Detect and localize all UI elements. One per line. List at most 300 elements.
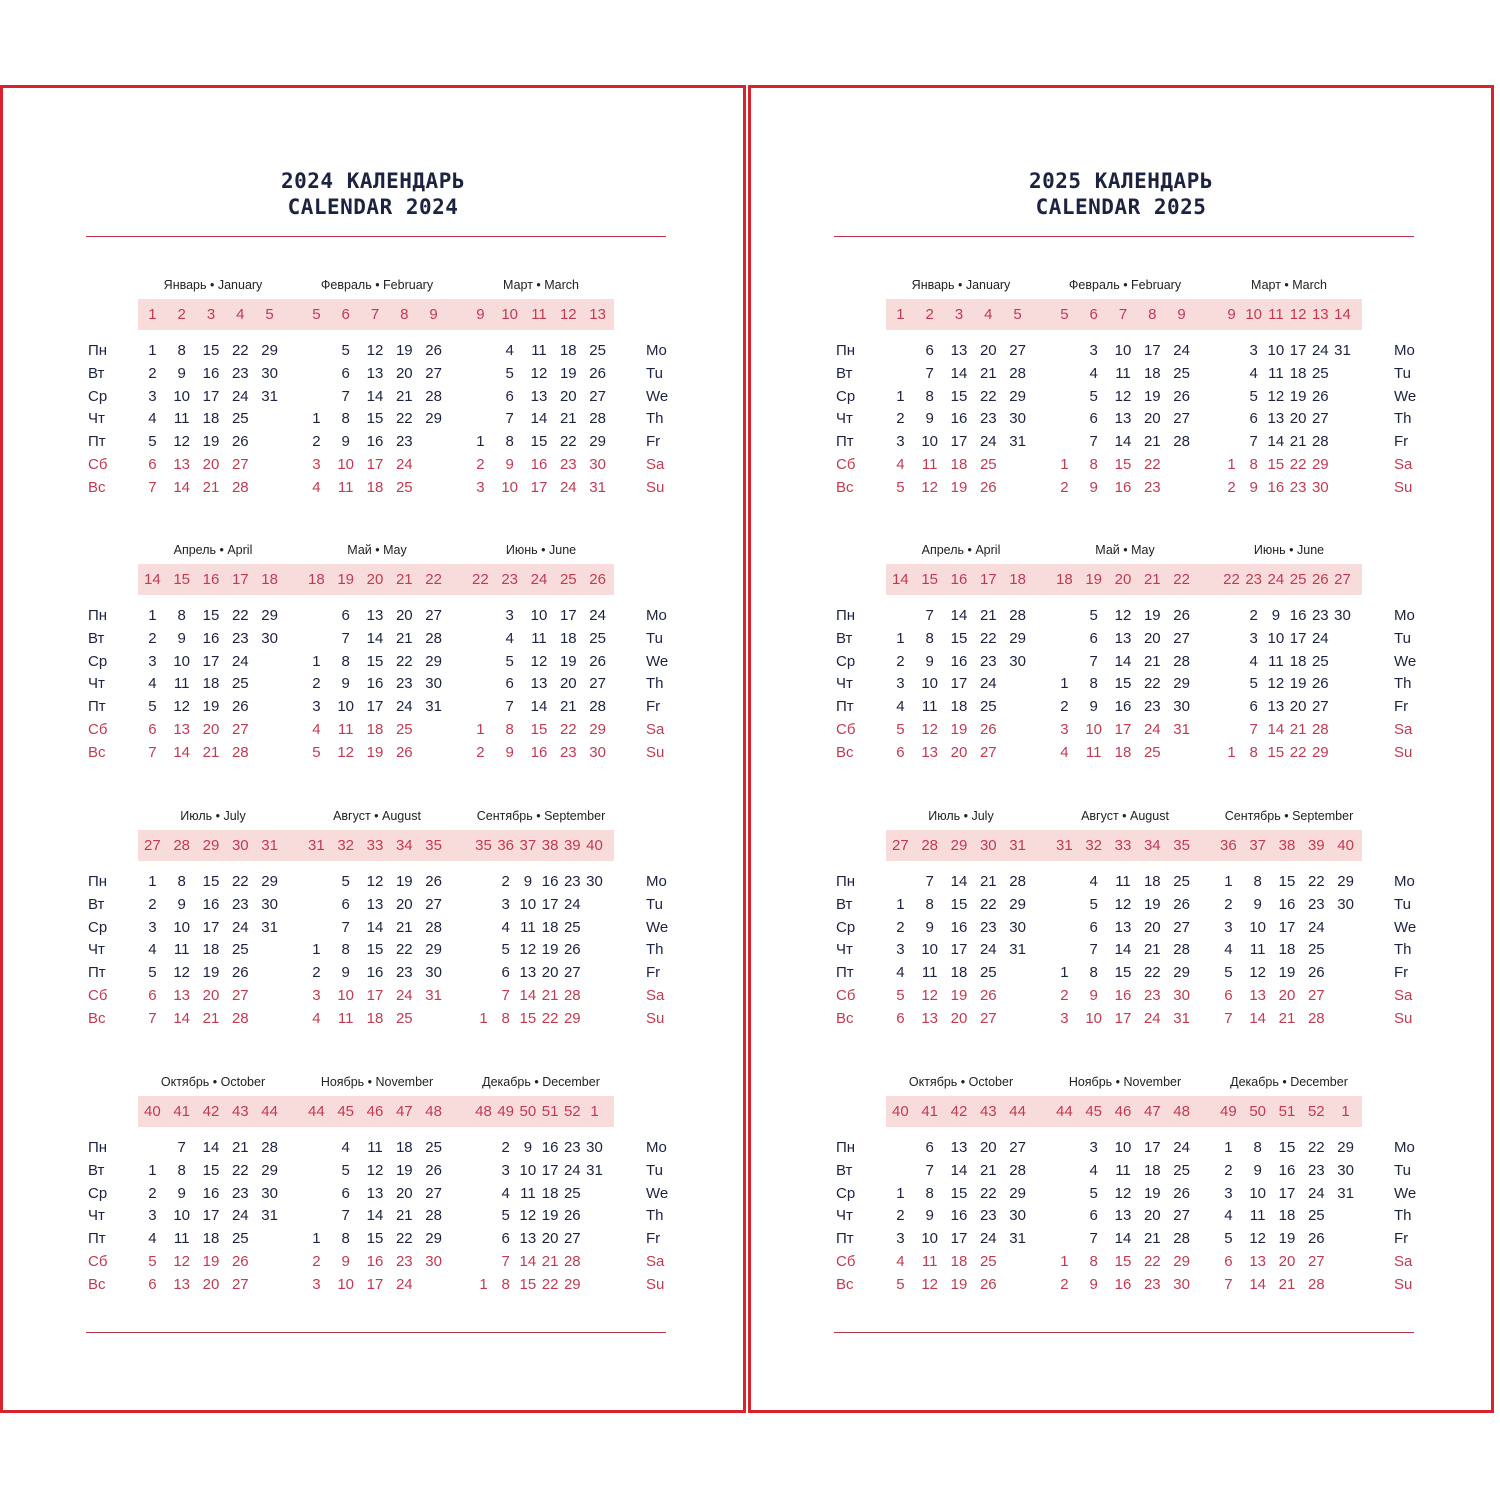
day-number: 22 [395,941,413,959]
day-number: 17 [366,456,384,473]
weekday-label-ru: Вс [88,1009,106,1027]
day-number: 9 [177,629,186,647]
week-number: 14 [892,571,909,588]
quarter-block [3,543,743,783]
day-number: 26 [231,698,249,716]
weekday-label-ru: Пт [836,1230,854,1248]
week-number: 24 [1267,571,1285,588]
day-number: 20 [1278,987,1296,1004]
day-number: 27 [563,1230,581,1248]
day-number: 11 [337,721,354,738]
day-number: 5 [341,1161,350,1179]
day-number: 19 [366,743,384,761]
day-number: 22 [231,607,249,624]
day-number: 8 [341,1230,350,1248]
weekday-label-en: Su [1394,1009,1413,1027]
week-number: 47 [1143,1103,1161,1120]
day-number: 5 [148,698,157,716]
day-number: 26 [563,941,581,959]
weekday-label-en: Tu [646,629,663,647]
day-number: 6 [505,675,514,693]
month-name: Сентябрь • September [476,809,606,823]
day-number: 4 [148,410,157,428]
day-number: 24 [395,698,413,716]
day-number: 16 [541,873,559,890]
week-number: 3 [954,306,964,323]
day-number: 15 [1114,964,1132,982]
day-number: 26 [425,342,442,359]
week-number: 22 [1223,571,1240,588]
day-number: 18 [1278,941,1296,959]
weekday-label-ru: Чт [88,941,105,959]
weekday-label-ru: Вт [88,629,105,647]
day-number: 28 [1173,1230,1190,1248]
weekday-label-en: Fr [1394,433,1409,451]
day-number: 28 [1311,433,1329,451]
weekday-label-en: Su [1394,1275,1413,1293]
week-number: 5 [265,306,274,323]
quarter-block [751,809,1491,1049]
day-number: 13 [950,1139,968,1156]
day-number: 19 [950,478,968,496]
day-number: 24 [1311,342,1329,359]
day-number: 3 [896,675,905,693]
day-number: 15 [366,941,384,959]
day-number: 21 [1278,1009,1296,1027]
weekday-label-ru: Вс [88,743,106,761]
day-number: 13 [173,721,191,738]
day-number: 13 [366,364,384,382]
day-number: 9 [925,652,934,670]
day-number: 19 [1289,387,1307,405]
day-number: 24 [589,607,606,624]
day-number: 7 [1089,1230,1098,1248]
week-number: 40 [586,837,603,854]
day-number: 25 [1311,364,1329,382]
month-name: Март • March [503,278,579,292]
day-number: 6 [1224,987,1233,1004]
day-number: 29 [1173,1253,1190,1270]
day-number: 11 [337,1009,354,1027]
weekday-label-ru: Сб [836,721,856,738]
week-number: 11 [531,306,547,323]
day-number: 25 [979,456,997,473]
week-number: 36 [1220,837,1237,854]
day-number: 11 [921,1253,938,1270]
weekday-label-en: Th [1394,941,1412,959]
day-number: 30 [425,675,442,693]
day-number: 7 [1224,1275,1233,1293]
day-number: 13 [530,675,548,693]
weekday-label-ru: Сб [88,456,108,473]
day-number: 10 [921,675,939,693]
week-number: 22 [1173,571,1190,588]
day-number: 26 [1173,387,1190,405]
day-number: 2 [312,433,321,451]
month-name: Февраль • February [320,278,434,292]
day-number: 17 [1289,342,1307,359]
weekday-label-ru: Вт [88,1161,105,1179]
week-number: 1 [590,1103,599,1120]
week-number: 19 [337,571,355,588]
day-number: 14 [950,1161,968,1179]
day-number: 22 [395,652,413,670]
day-number: 18 [950,456,968,473]
day-number: 5 [312,743,321,761]
week-number: 19 [1085,571,1103,588]
day-number: 14 [519,1253,537,1270]
day-number: 29 [1337,1139,1354,1156]
day-number: 29 [1009,1184,1026,1202]
day-number: 12 [530,364,548,382]
day-number: 23 [979,918,997,936]
day-number: 28 [231,1009,249,1027]
day-number: 25 [979,1253,997,1270]
day-number: 15 [366,1230,384,1248]
day-number: 28 [1307,1009,1325,1027]
day-number: 11 [531,342,547,359]
day-number: 17 [1114,721,1132,738]
day-number: 2 [476,456,485,473]
weekday-label-en: Mo [1394,342,1415,359]
day-number: 26 [979,987,997,1004]
day-number: 16 [1114,1275,1132,1293]
weekday-label-en: Mo [646,1139,667,1156]
day-number: 25 [1173,1161,1190,1179]
day-number: 12 [921,478,939,496]
week-number: 34 [1143,837,1161,854]
day-number: 11 [173,410,190,428]
day-number: 9 [925,1207,934,1225]
day-number: 10 [1267,342,1285,359]
day-number: 19 [950,987,968,1004]
day-number: 3 [312,456,321,473]
week-number: 25 [559,571,577,588]
week-number: 2 [925,306,934,323]
day-number: 28 [589,410,606,428]
day-number: 24 [231,652,249,670]
day-number: 8 [1089,675,1098,693]
day-number: 19 [541,1207,559,1225]
day-number: 8 [177,1161,186,1179]
week-number: 18 [308,571,325,588]
day-number: 18 [202,410,220,428]
day-number: 20 [202,721,220,738]
day-number: 9 [1271,607,1281,624]
week-number: 51 [1278,1103,1296,1120]
day-number: 5 [501,1207,510,1225]
day-number: 22 [541,1275,559,1293]
quarter-block [751,543,1491,783]
day-number: 30 [261,1184,278,1202]
day-number: 15 [202,607,220,624]
day-number: 16 [950,410,968,428]
week-number: 28 [173,837,191,854]
day-number: 7 [1249,433,1258,451]
day-number: 27 [425,1184,442,1202]
day-number: 17 [541,895,559,913]
week-number: 5 [1013,306,1022,323]
day-number: 25 [589,629,606,647]
day-number: 27 [979,1009,997,1027]
week-number: 18 [261,571,278,588]
day-number: 21 [979,364,997,382]
day-number: 3 [476,478,485,496]
day-number: 26 [589,652,606,670]
weekday-label-ru: Пт [88,698,106,716]
day-number: 11 [173,675,190,693]
day-number: 26 [231,964,249,982]
day-number: 27 [425,607,442,624]
day-number: 10 [921,1230,939,1248]
day-number: 23 [395,433,413,451]
day-number: 4 [1224,941,1233,959]
weekday-label-en: Tu [646,1161,663,1179]
day-number: 17 [202,918,220,936]
day-number: 24 [1173,342,1190,359]
day-number: 12 [530,652,548,670]
day-number: 7 [505,410,514,428]
day-number: 1 [312,652,321,670]
day-number: 1 [1224,1139,1233,1156]
day-number: 9 [505,456,514,473]
day-number: 30 [586,873,603,890]
week-number: 39 [1307,837,1325,854]
week-number: 42 [950,1103,968,1120]
day-number: 29 [563,1275,581,1293]
day-number: 23 [563,1139,581,1156]
day-number: 28 [1009,607,1026,624]
day-number: 8 [1253,873,1262,890]
week-number: 12 [559,306,577,323]
day-number: 22 [1143,1253,1161,1270]
day-number: 23 [1289,478,1307,496]
day-number: 9 [1089,478,1098,496]
week-number: 2 [177,306,186,323]
day-number: 5 [341,873,350,890]
day-number: 30 [261,629,278,647]
day-number: 7 [1089,941,1098,959]
day-number: 9 [1249,478,1258,496]
day-number: 17 [202,387,220,405]
day-number: 8 [1249,743,1258,761]
day-number: 21 [541,987,559,1004]
day-number: 3 [896,433,905,451]
day-number: 23 [395,675,413,693]
day-number: 22 [559,721,577,738]
weekday-label-en: Mo [646,607,667,624]
day-number: 7 [1089,652,1098,670]
day-number: 4 [148,941,157,959]
day-number: 7 [341,629,350,647]
day-number: 1 [312,1230,321,1248]
day-number: 5 [1249,387,1258,405]
day-number: 22 [395,1230,413,1248]
week-number: 42 [202,1103,220,1120]
day-number: 15 [366,652,384,670]
day-number: 23 [395,1253,413,1270]
week-number: 15 [921,571,939,588]
week-number: 17 [231,571,249,588]
day-number: 20 [979,1139,997,1156]
week-number: 6 [341,306,350,323]
day-number: 3 [501,1161,510,1179]
day-number: 22 [1143,456,1161,473]
week-number: 35 [425,837,442,854]
week-number: 8 [400,306,409,323]
week-number: 12 [1289,306,1307,323]
day-number: 9 [523,873,533,890]
month-name: Декабрь • December [482,1075,600,1089]
day-number: 31 [1009,1230,1026,1248]
day-number: 23 [231,629,249,647]
weekday-label-ru: Вс [88,478,106,496]
weekday-label-en: Fr [646,1230,661,1248]
day-number: 13 [173,987,191,1004]
day-number: 9 [177,895,186,913]
weekday-label-en: Su [646,743,665,761]
weekday-label-en: Th [646,410,664,428]
day-number: 16 [950,652,968,670]
day-number: 29 [1009,387,1026,405]
day-number: 15 [530,721,548,738]
day-number: 7 [505,698,514,716]
day-number: 2 [1060,987,1069,1004]
day-number: 31 [1009,433,1026,451]
day-number: 8 [177,342,186,359]
day-number: 12 [1249,964,1267,982]
day-number: 14 [366,1207,384,1225]
day-number: 28 [1311,721,1329,738]
day-number: 3 [1060,1009,1069,1027]
day-number: 1 [1060,964,1069,982]
day-number: 5 [148,964,157,982]
week-number: 29 [950,837,968,854]
quarter-block [3,1075,743,1315]
weekday-label-en: Th [646,675,664,693]
day-number: 25 [395,478,413,496]
day-number: 4 [148,1230,157,1248]
day-number: 2 [148,629,157,647]
day-number: 14 [1114,941,1132,959]
week-number: 47 [395,1103,413,1120]
day-number: 17 [1143,1139,1161,1156]
day-number: 16 [202,629,220,647]
day-number: 10 [337,456,355,473]
day-number: 20 [541,964,559,982]
day-number: 21 [979,607,997,624]
day-number: 15 [366,410,384,428]
day-number: 19 [395,342,413,359]
day-number: 20 [1143,1207,1161,1225]
weekday-label-en: Sa [1394,456,1413,473]
day-number: 4 [1060,743,1069,761]
weekday-label-ru: Чт [836,941,853,959]
day-number: 10 [1085,1009,1103,1027]
day-number: 20 [395,364,413,382]
day-number: 5 [896,1275,905,1293]
day-number: 20 [1143,918,1161,936]
weekday-label-en: Sa [646,721,665,738]
day-number: 13 [366,607,384,624]
day-number: 20 [541,1230,559,1248]
day-number: 9 [925,410,934,428]
day-number: 26 [231,1253,249,1270]
weekday-label-en: Tu [1394,364,1411,382]
week-number: 44 [1056,1103,1073,1120]
day-number: 2 [148,364,157,382]
calendar-page-2025 [748,85,1494,1413]
week-number: 14 [144,571,161,588]
weekday-label-ru: Чт [836,675,853,693]
week-number: 9 [1227,306,1236,323]
day-number: 21 [1143,433,1161,451]
day-number: 5 [148,433,157,451]
day-number: 16 [366,964,384,982]
day-number: 7 [1224,1009,1233,1027]
weekday-label-en: We [646,652,669,670]
day-number: 25 [231,410,249,428]
day-number: 24 [1307,1184,1325,1202]
day-number: 31 [1334,342,1351,359]
month-name: Август • August [1081,809,1169,823]
day-number: 26 [1307,1230,1325,1248]
week-number: 5 [1060,306,1069,323]
day-number: 1 [896,895,905,913]
day-number: 27 [425,364,442,382]
day-number: 20 [1143,629,1161,647]
day-number: 18 [950,1253,968,1270]
weekday-label-ru: Ср [88,1184,108,1202]
day-number: 28 [1173,652,1190,670]
day-number: 22 [1307,873,1325,890]
day-number: 27 [231,721,249,738]
weekday-label-ru: Ср [836,918,856,936]
day-number: 13 [173,456,191,473]
day-number: 6 [341,364,350,382]
day-number: 6 [148,1275,157,1293]
day-number: 2 [501,1139,510,1156]
week-number: 37 [1249,837,1267,854]
day-number: 22 [395,410,413,428]
page-title [3,168,743,220]
weekday-label-en: Th [646,1207,664,1225]
week-number: 29 [202,837,220,854]
day-number: 29 [563,1009,581,1027]
day-number: 22 [979,895,997,913]
day-number: 19 [559,652,577,670]
day-number: 16 [1114,698,1132,716]
weekday-label-ru: Вт [836,629,853,647]
week-number: 43 [231,1103,249,1120]
day-number: 24 [231,918,249,936]
quarter-block [751,278,1491,518]
week-number: 39 [563,837,581,854]
day-number: 23 [1307,1161,1325,1179]
week-number: 40 [144,1103,161,1120]
day-number: 28 [563,1253,581,1270]
day-number: 6 [1089,410,1098,428]
day-number: 14 [950,364,968,382]
day-number: 5 [1224,1230,1233,1248]
day-number: 18 [395,1139,413,1156]
day-number: 13 [366,1184,384,1202]
day-number: 10 [1249,918,1267,936]
weekday-label-en: We [1394,918,1417,936]
week-number: 23 [501,571,519,588]
day-number: 17 [202,652,220,670]
day-number: 11 [1085,743,1102,761]
